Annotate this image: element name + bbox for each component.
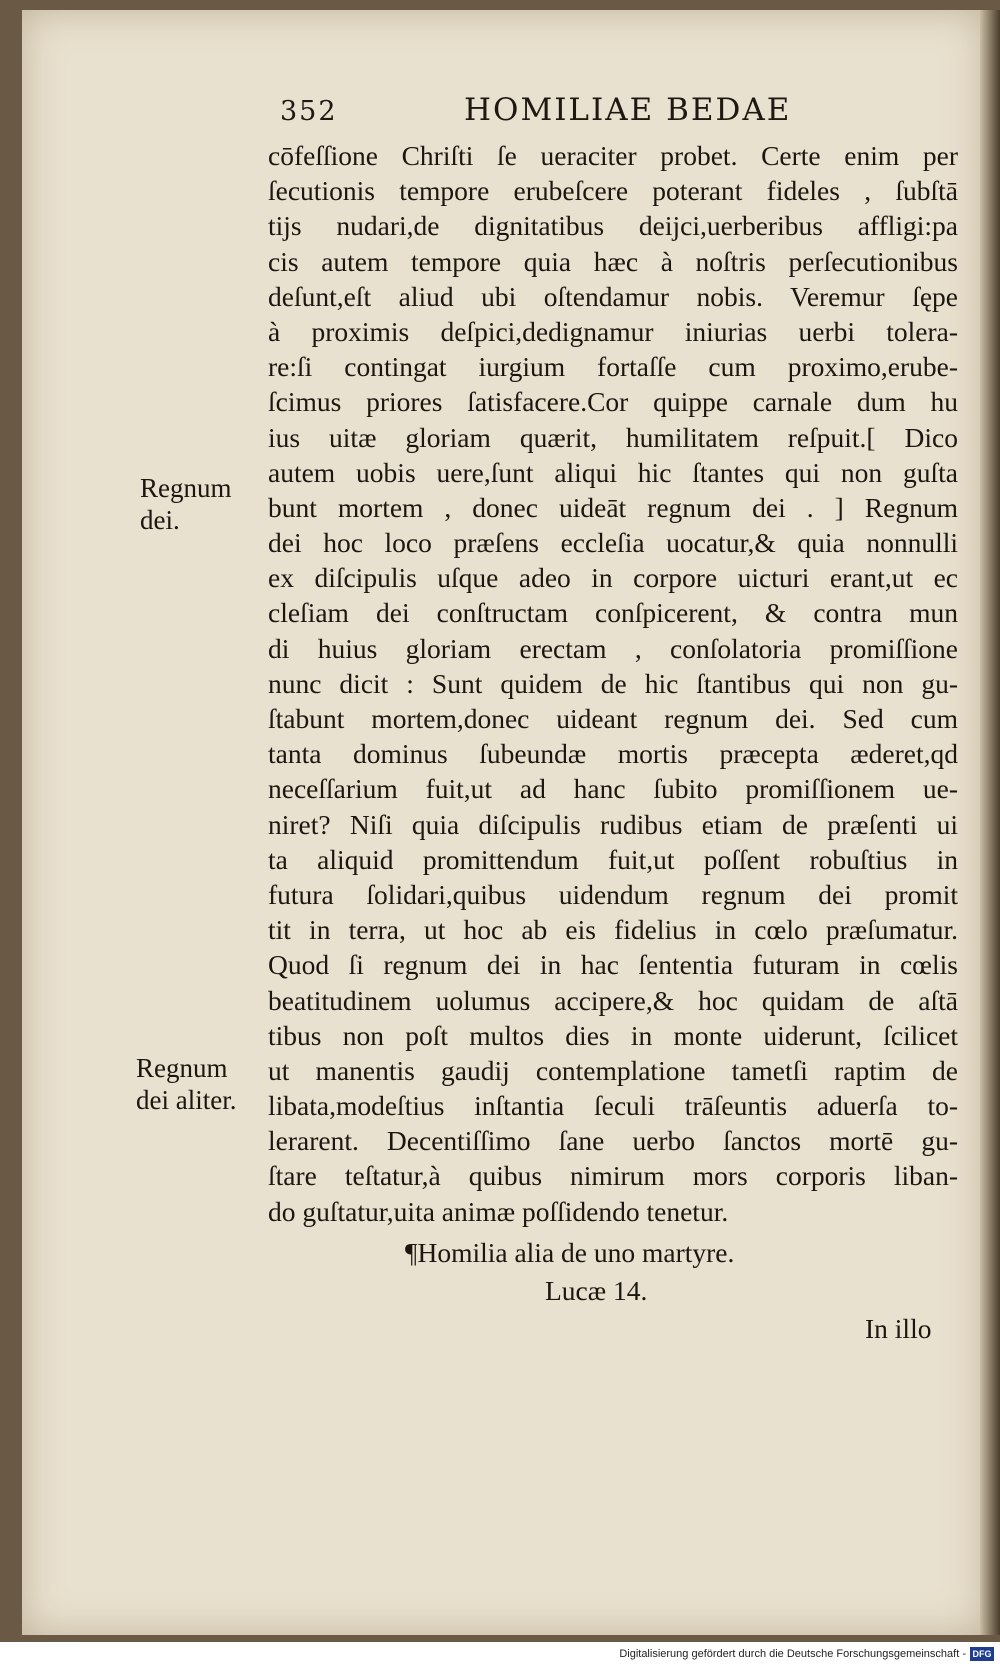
text-line: re:ſi contingat iurgium fortaſſe cum proximo,erube- <box>268 351 958 383</box>
homily-reference: Lucæ 14. <box>545 1275 648 1306</box>
text-line: tijs nudari,de dignitatibus deijci,uerberibus affligi:pa <box>268 210 958 242</box>
running-head-title: HOMILIAE BEDAE <box>464 92 792 128</box>
text-line: nunc dicit : Sunt quidem de hic ſtantibus qui non gu- <box>268 667 958 699</box>
dfg-logo-icon: DFG <box>970 1647 994 1661</box>
text-line: tibus non poſt multos dies in monte uiderunt, ſcilicet <box>268 1019 958 1051</box>
page-number: 352 <box>280 96 338 127</box>
margin-note-regnum-dei <box>140 472 232 536</box>
text-line: à proximis deſpici,dedignamur iniurias uerbi tolera- <box>268 315 958 347</box>
text-line: niret? Niſi quia diſcipulis rudibus etiam de præſenti ui <box>268 808 958 840</box>
running-head <box>280 92 840 136</box>
text-line: neceſſarium fuit,ut ad hanc ſubito promiſſionem ue- <box>268 773 958 805</box>
text-line: futura ſolidari,quibus uidendum regnum dei promit <box>268 878 958 910</box>
funding-credit: Digitalisierung gefördert durch die Deutsche Forschungsgemeinschaft - <box>619 1648 966 1660</box>
text-line: libata,modeſtius inſtantia ſeculi trāſeuntis aduerſa to- <box>268 1090 958 1122</box>
page-edge <box>980 10 1000 1635</box>
text-line: ſcimus priores ſatisfacere.Cor quippe carnale dum hu <box>268 386 958 418</box>
text-line: autem uobis uere,ſunt aliqui hic ſtantes qui non guſta <box>268 456 958 488</box>
margin-note-line: dei aliter. <box>136 1085 237 1115</box>
margin-note-line: dei. <box>140 505 180 535</box>
text-line: ſtabunt mortem,donec uideant regnum dei. Sed cum <box>268 703 958 734</box>
text-line: ta aliquid promittendum fuit,ut poſſent robuſtius in <box>268 843 958 875</box>
text-line: beatitudinem uolumus accipere,& hoc quidam de aſtā <box>268 984 958 1016</box>
text-line: di huius gloriam erectam , conſolatoria promiſſione <box>268 632 958 664</box>
text-line: tit in terra, ut hoc ab eis fidelius in cœlo præſumatur. <box>268 914 958 946</box>
text-line: ſecutionis tempore erubeſcere poterant fideles , ſubſtā <box>268 175 958 207</box>
footer-bar <box>0 1642 1000 1668</box>
text-line: ius uitæ gloriam quærit, humilitatem reſpuit.[ Dico <box>268 421 958 453</box>
text-line: deſunt,eſt aliud ubi oſtendamur nobis. Veremur ſępe <box>268 280 958 312</box>
homily-heading: ¶Homilia alia de uno martyre. <box>405 1237 735 1268</box>
text-line: lerarent. Decentiſſimo ſane uerbo ſanctos mortē gu- <box>268 1125 958 1157</box>
body-text <box>268 138 958 1229</box>
text-line: ut manentis gaudij contemplatione tametſi raptim de <box>268 1054 958 1086</box>
text-line: bunt mortem , donec uideāt regnum dei . ] Regnum <box>268 491 958 523</box>
text-line: tanta dominus ſubeundæ mortis præcepta æderet,qd <box>268 738 958 770</box>
margin-note-line: Regnum <box>140 473 232 503</box>
text-line: cis autem tempore quia hæc à noſtris perſecutionibus <box>268 245 958 277</box>
catchword: In illo <box>865 1313 932 1344</box>
text-line: cōfeſſione Chriſti ſe ueraciter probet. Certe enim per <box>268 140 958 171</box>
text-line: Quod ſi regnum dei in hac ſententia futuram in cœlis <box>268 949 958 981</box>
margin-note-line: Regnum <box>136 1053 228 1083</box>
text-line: cleſiam dei conſtructam conſpicerent, & contra mun <box>268 597 958 629</box>
margin-note-regnum-dei-aliter <box>136 1052 236 1116</box>
text-line: dei hoc loco præſens eccleſia uocatur,& quia nonnulli <box>268 527 958 559</box>
text-line: ſtare teſtatur,à quibus nimirum mors corporis liban- <box>268 1160 958 1192</box>
text-line: ex diſcipulis uſque adeo in corpore uicturi erant,ut ec <box>268 562 958 594</box>
text-line: do guſtatur,uita animæ poſſidendo tenetur. <box>268 1195 729 1227</box>
